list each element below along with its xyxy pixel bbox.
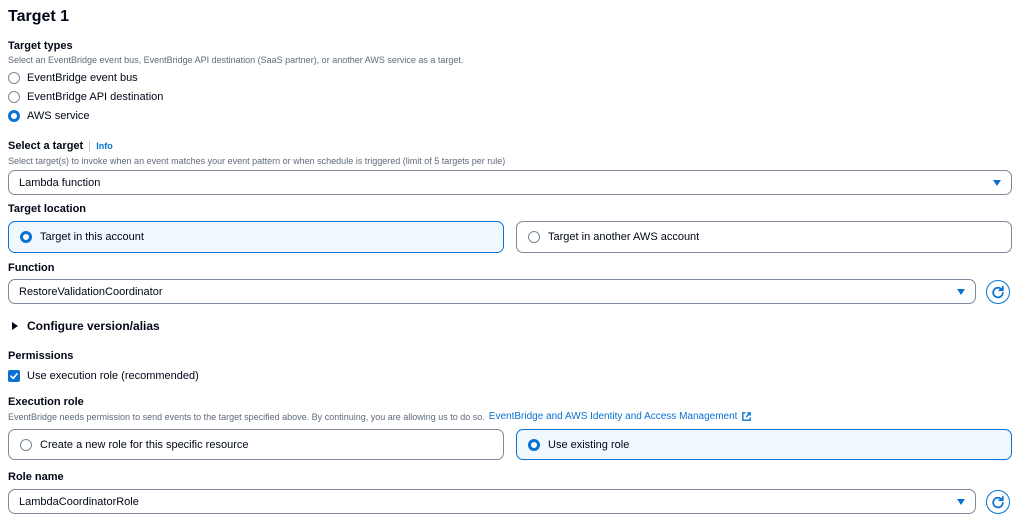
target-types-label: Target types <box>8 40 73 52</box>
tile-use-existing-role[interactable] <box>516 429 1012 460</box>
role-name-label: Role name <box>8 471 64 483</box>
divider <box>89 141 90 152</box>
caret-down-icon <box>957 499 965 505</box>
radio-eventbridge-api-destination[interactable] <box>8 89 163 105</box>
refresh-icon <box>991 495 1005 509</box>
configure-version-expander[interactable] <box>12 319 160 333</box>
role-name-select-value: LambdaCoordinatorRole <box>19 495 139 508</box>
radio-icon[interactable] <box>8 72 20 84</box>
tile-target-in-this-account[interactable] <box>8 221 504 253</box>
select-target-label: Select a target <box>8 140 84 152</box>
external-link-icon[interactable] <box>741 411 752 422</box>
target-select-value: Lambda function <box>19 176 101 189</box>
radio-icon[interactable] <box>528 231 540 243</box>
checkbox-label: Use execution role (recommended) <box>27 370 199 382</box>
tile-target-in-another-account[interactable] <box>516 221 1012 253</box>
function-select[interactable] <box>8 279 976 304</box>
caret-down-icon <box>993 180 1001 186</box>
radio-label: EventBridge event bus <box>27 72 138 84</box>
tile-label: Use existing role <box>548 438 630 451</box>
info-link[interactable]: Info <box>96 141 113 151</box>
tile-label: Target in another AWS account <box>548 231 700 243</box>
radio-checked-icon[interactable] <box>528 439 540 451</box>
permissions-label: Permissions <box>8 350 74 362</box>
tile-label: Target in this account <box>40 231 144 243</box>
radio-checked-icon[interactable] <box>8 110 20 122</box>
select-target-description: Select target(s) to invoke when an event matches your event pattern or when schedule is triggered (limit of 5 targets per rule) <box>8 156 506 166</box>
radio-aws-service[interactable] <box>8 108 90 124</box>
radio-label: EventBridge API destination <box>27 91 164 103</box>
execution-role-label: Execution role <box>8 396 84 408</box>
radio-icon[interactable] <box>8 91 20 103</box>
checkbox-checked-icon[interactable] <box>8 370 20 382</box>
select-target-header <box>8 140 113 152</box>
tile-create-new-role[interactable] <box>8 429 504 460</box>
radio-label: AWS service <box>27 110 90 122</box>
radio-icon[interactable] <box>20 439 32 451</box>
caret-right-icon <box>12 322 18 330</box>
radio-eventbridge-event-bus[interactable] <box>8 70 138 86</box>
target-location-label: Target location <box>8 203 87 215</box>
target-select[interactable] <box>8 170 1012 195</box>
function-label: Function <box>8 262 55 274</box>
iam-docs-link[interactable]: EventBridge and AWS Identity and Access Management <box>488 411 738 422</box>
refresh-icon <box>991 285 1005 299</box>
execution-role-description-row <box>8 411 752 422</box>
refresh-functions-button[interactable] <box>986 280 1010 304</box>
caret-down-icon <box>957 289 965 295</box>
target-types-description: Select an EventBridge event bus, EventBridge API destination (SaaS partner), or another AWS service as a target. <box>8 55 464 65</box>
use-execution-role-checkbox-row[interactable] <box>8 368 199 384</box>
tile-label: Create a new role for this specific resource <box>40 438 249 451</box>
refresh-roles-button[interactable] <box>986 490 1010 514</box>
function-select-value: RestoreValidationCoordinator <box>19 285 163 298</box>
configure-version-label: Configure version/alias <box>27 319 160 333</box>
radio-checked-icon[interactable] <box>20 231 32 243</box>
section-title: Target 1 <box>8 8 70 25</box>
role-name-select[interactable] <box>8 489 976 514</box>
execution-role-description: EventBridge needs permission to send events to the target specified above. By continuing, you are allowing us to do so. <box>8 411 485 422</box>
